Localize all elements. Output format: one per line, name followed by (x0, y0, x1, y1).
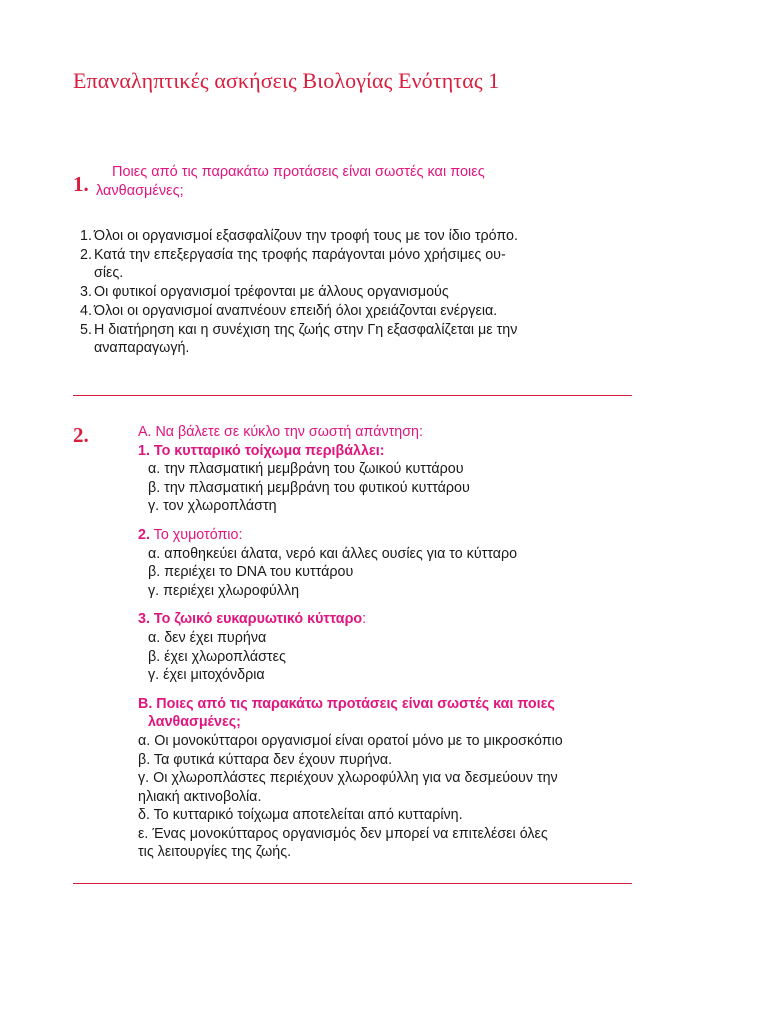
question-2-body (138, 423, 618, 862)
statement-item: ε. Ένας μονοκύτταρος οργανισμός δεν μπορεί να επιτελέσει όλες (138, 825, 548, 842)
option-item: α. την πλασματική μεμβράνη του ζωικού κυττάρου (148, 461, 464, 478)
option-item: β. έχει χλωροπλάστες (148, 648, 286, 665)
list-item-number: 1. (80, 228, 92, 244)
list-item-text-continued: αναπαραγωγή. (94, 340, 190, 357)
option-item: α. αποθηκεύει άλατα, νερό και άλλες ουσίες για το κύτταρο (148, 545, 518, 562)
part-a-heading: Α. Να βάλετε σε κύκλο την σωστή απάντηση: (138, 424, 423, 440)
page-title: Επαναληπτικές ασκήσεις Βιολογίας Ενότητας 1 (73, 68, 500, 93)
sub-question-3-heading: 3. Το ζωικό ευκαρυωτικό κύτταρο: (138, 611, 367, 628)
list-item (80, 227, 560, 246)
list-item (80, 283, 560, 302)
list-item (80, 246, 560, 283)
statement-item: α. Οι μονοκύτταροι οργανισμοί είναι ορατοί μόνο με το μικροσκόπιο (138, 732, 563, 749)
list-item-text: Η διατήρηση και η συνέχιση της ζωής στην Γη εξασφαλίζεται με την (94, 321, 518, 338)
list-item-number: 4. (80, 302, 92, 319)
option-item: α. δεν έχει πυρήνα (148, 629, 267, 646)
list-item (80, 302, 560, 321)
part-b-heading: Β. Ποιες από τις παρακάτω προτάσεις είναι σωστές και ποιες (138, 695, 555, 712)
question-1-heading (96, 163, 586, 201)
option-item: γ. περιέχει χλωροφύλλη (148, 582, 300, 599)
option-item: β. την πλασματική μεμβράνη του φυτικού κυττάρου (148, 479, 470, 496)
statement-item: β. Τα φυτικά κύτταρα δεν έχουν πυρήνα. (138, 751, 393, 768)
list-item-number: 5. (80, 321, 92, 338)
question-1-statement-list (80, 227, 560, 358)
sub-question-1-heading: 1. Το κυτταρικό τοίχωμα περιβάλλει: (138, 442, 385, 459)
question-1-heading-line-1: Ποιες από τις παρακάτω προτάσεις είναι σωστές και ποιες (112, 164, 485, 180)
question-2-number: 2. (73, 423, 89, 447)
section-divider (73, 883, 632, 884)
list-item-number: 3. (80, 284, 92, 301)
option-item: γ. έχει μιτοχόνδρια (148, 667, 265, 684)
list-item-text: Όλοι οι οργανισμοί εξασφαλίζουν την τροφή τους με τον ίδιο τρόπο. (94, 228, 518, 244)
sub-question-2-heading: 2. Το χυμοτόπιο: (138, 526, 243, 543)
list-item-text: Όλοι οι οργανισμοί αναπνέουν επειδή όλοι χρειάζονται ενέργεια. (94, 302, 498, 319)
option-item: γ. τον χλωροπλάστη (148, 498, 277, 515)
question-1-number: 1. (73, 172, 89, 196)
statement-item: γ. Οι χλωροπλάστες περιέχουν χλωροφύλλη για να δεσμεύουν την (138, 770, 558, 787)
list-item-text: Κατά την επεξεργασία της τροφής παράγονται μόνο χρήσιμες ου- (94, 246, 506, 263)
statement-item-continued: τις λειτουργίες της ζωής. (138, 844, 292, 861)
section-divider (73, 395, 632, 396)
list-item-text: Οι φυτικοί οργανισμοί τρέφονται με άλλους οργανισμούς (94, 284, 449, 301)
list-item (80, 321, 560, 358)
list-item-number: 2. (80, 246, 92, 263)
question-1-heading-line-2: λανθασμένες; (96, 183, 184, 199)
statement-item: δ. Το κυτταρικό τοίχωμα αποτελείται από κυτταρίνη. (138, 807, 463, 824)
option-item: β. περιέχει το DNA του κυττάρου (148, 564, 354, 581)
part-b-heading-continued: λανθασμένες; (148, 714, 241, 731)
statement-item-continued: ηλιακή ακτινοβολία. (138, 788, 262, 805)
list-item-text-continued: σίες. (94, 265, 124, 282)
